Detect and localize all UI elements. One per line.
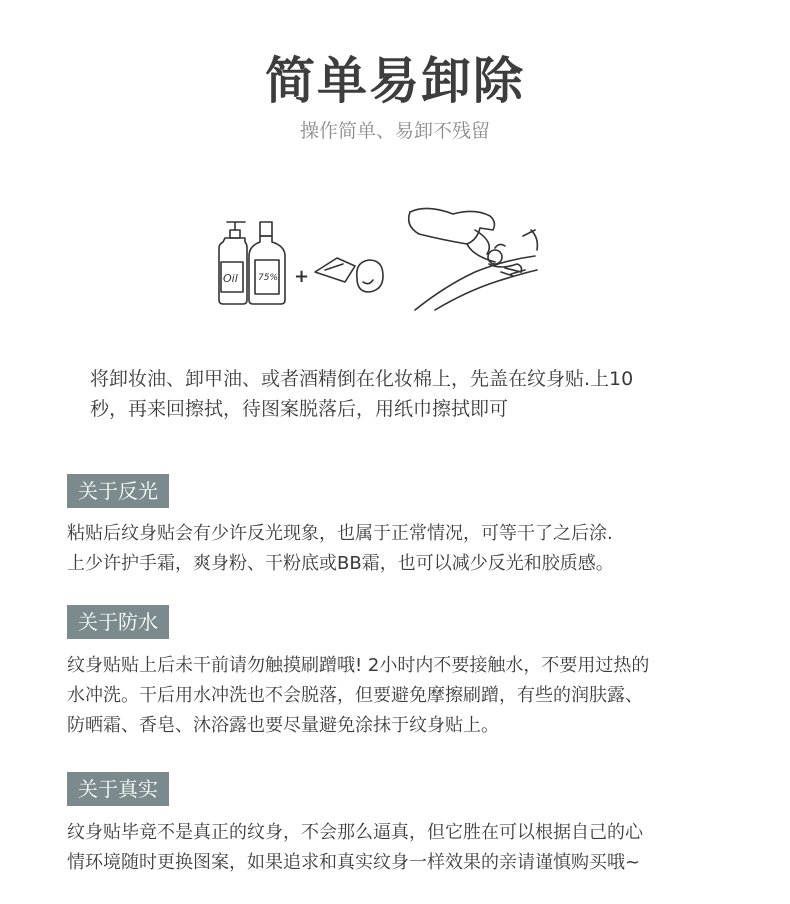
section-line: 防晒霜、香皂、沐浴露也要尽量避免涂抹于纹身贴上。 (67, 715, 499, 736)
page-subtitle: 操作简单、易卸不残留 (299, 120, 490, 142)
section-line: 粘贴后纹身贴会有少许反光现象，也属于正常情况，可等干了之后涂. (67, 523, 613, 544)
plus-sign: + (294, 266, 310, 287)
alcohol-bottle-icon (249, 222, 285, 304)
section-line: 情环境随时更换图案，如果追求和真实纹身一样效果的亲请谨慎购买哦~ (67, 852, 641, 873)
section-line: 上少许护手霜，爽身粉、干粉底或BB霜，也可以减少反光和胶质感。 (67, 553, 614, 574)
section-tag-reflection: 关于反光 (67, 474, 169, 508)
section-text-reflection (67, 519, 757, 579)
section-tag-realism: 关于真实 (67, 772, 169, 806)
instruction-line: 秒，再来回擦拭，待图案脱落后，用纸巾擦拭即可 (90, 398, 509, 420)
hand-rubbing-icon (409, 208, 538, 310)
section-line: 纹身贴贴上后未干前请勿触摸刷蹭哦! 2小时内不要接触水，不要用过热的 (67, 655, 650, 676)
section-text-realism (67, 818, 757, 878)
removal-illustration (205, 200, 545, 320)
oil-bottle-icon (219, 222, 247, 304)
page-title: 简单易卸除 (265, 52, 525, 110)
section-line: 水冲洗。干后用水冲洗也不会脱落，但要避免摩擦刷蹭，有些的润肤露、 (67, 685, 643, 706)
cotton-ball-icon (357, 260, 383, 292)
alcohol-label: 75% (258, 273, 279, 283)
section-line: 纹身贴毕竟不是真正的纹身，不会那么逼真，但它胜在可以根据自己的心 (67, 822, 643, 843)
oil-label: Oil (223, 272, 238, 285)
instruction-line: 将卸妆油、卸甲油、或者酒精倒在化妆棉上，先盖在纹身贴.上10 (90, 368, 634, 390)
cotton-pad-icon (315, 258, 355, 282)
section-tag-waterproof: 关于防水 (67, 605, 169, 639)
instruction-text (90, 364, 730, 424)
section-text-waterproof (67, 651, 757, 741)
